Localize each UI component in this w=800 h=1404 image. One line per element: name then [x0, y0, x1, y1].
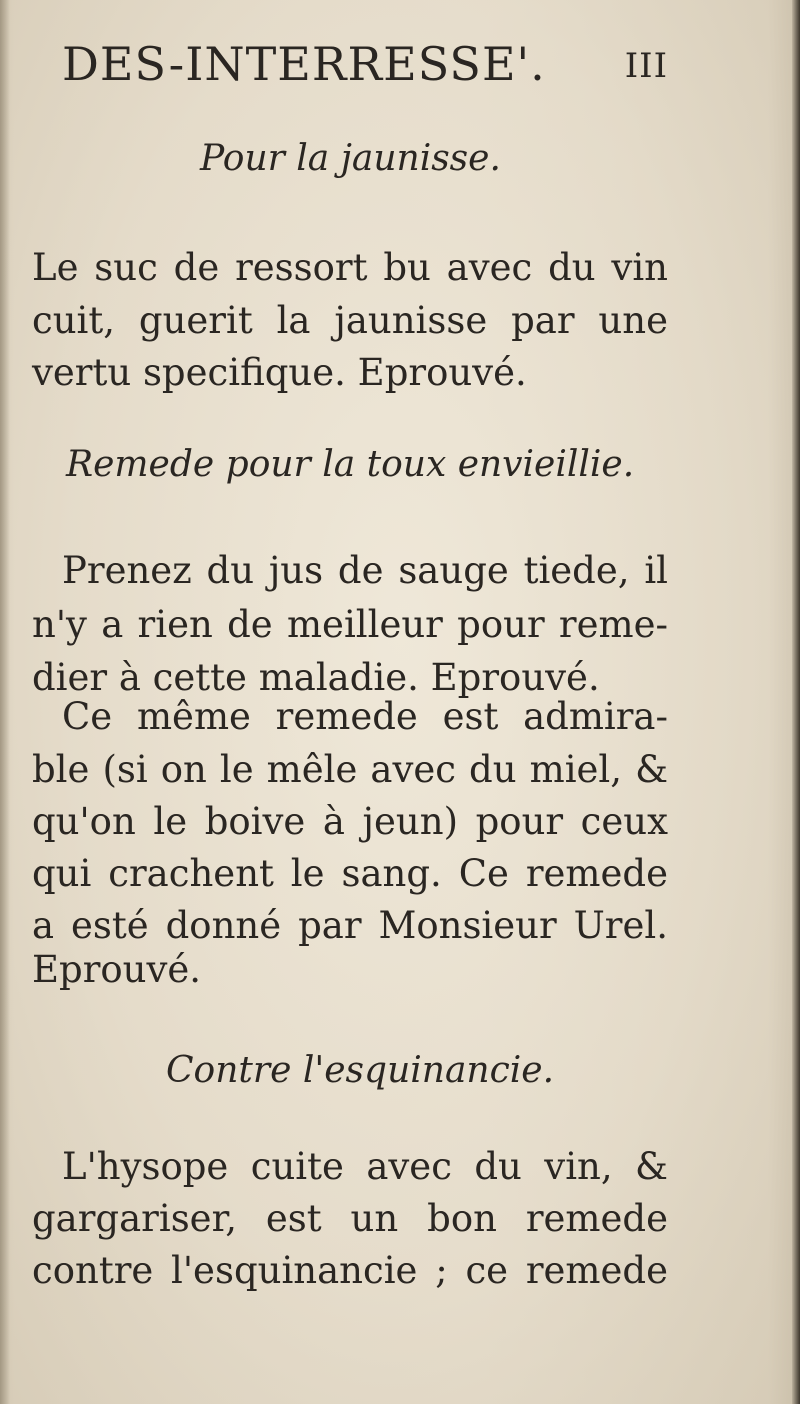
text-line: ble (si on le mêle avec du miel, &	[32, 748, 668, 791]
running-head	[62, 34, 672, 94]
text-line: cuit, guerit la jaunisse par une	[32, 299, 668, 342]
section-heading-toux: Remede pour la toux envieillie.	[66, 444, 635, 485]
text-line: qui crachent le sang. Ce remede	[32, 852, 668, 895]
text-line: Eprouvé.	[32, 948, 202, 991]
text-line: gargariser, est un bon remede	[32, 1197, 668, 1240]
text-line: qu'on le boive à jeun) pour ceux	[32, 800, 668, 843]
text-line: contre l'esquinancie ; ce remede	[32, 1249, 668, 1292]
text-line: Prenez du jus de sauge tiede, il	[62, 549, 668, 592]
page-number: III	[624, 46, 668, 86]
text-line: a esté donné par Monsieur Urel.	[32, 904, 668, 947]
page-right-edge	[792, 0, 800, 1404]
text-line: vertu specifique. Eprouvé.	[32, 351, 527, 394]
page-left-edge	[0, 0, 10, 1404]
text-line: Ce même remede est admira-	[62, 695, 668, 738]
section-heading-esquinancie: Contre l'esquinancie.	[166, 1050, 555, 1091]
text-line: dier à cette maladie. Eprouvé.	[32, 656, 600, 699]
running-title: DES-INTERRESSE'.	[62, 37, 546, 91]
text-line: L'hysope cuite avec du vin, &	[62, 1145, 668, 1188]
text-line: Le suc de ressort bu avec du vin	[32, 246, 668, 289]
text-line: n'y a rien de meilleur pour reme-	[32, 603, 668, 646]
section-heading-jaunisse: Pour la jaunisse.	[200, 138, 501, 179]
